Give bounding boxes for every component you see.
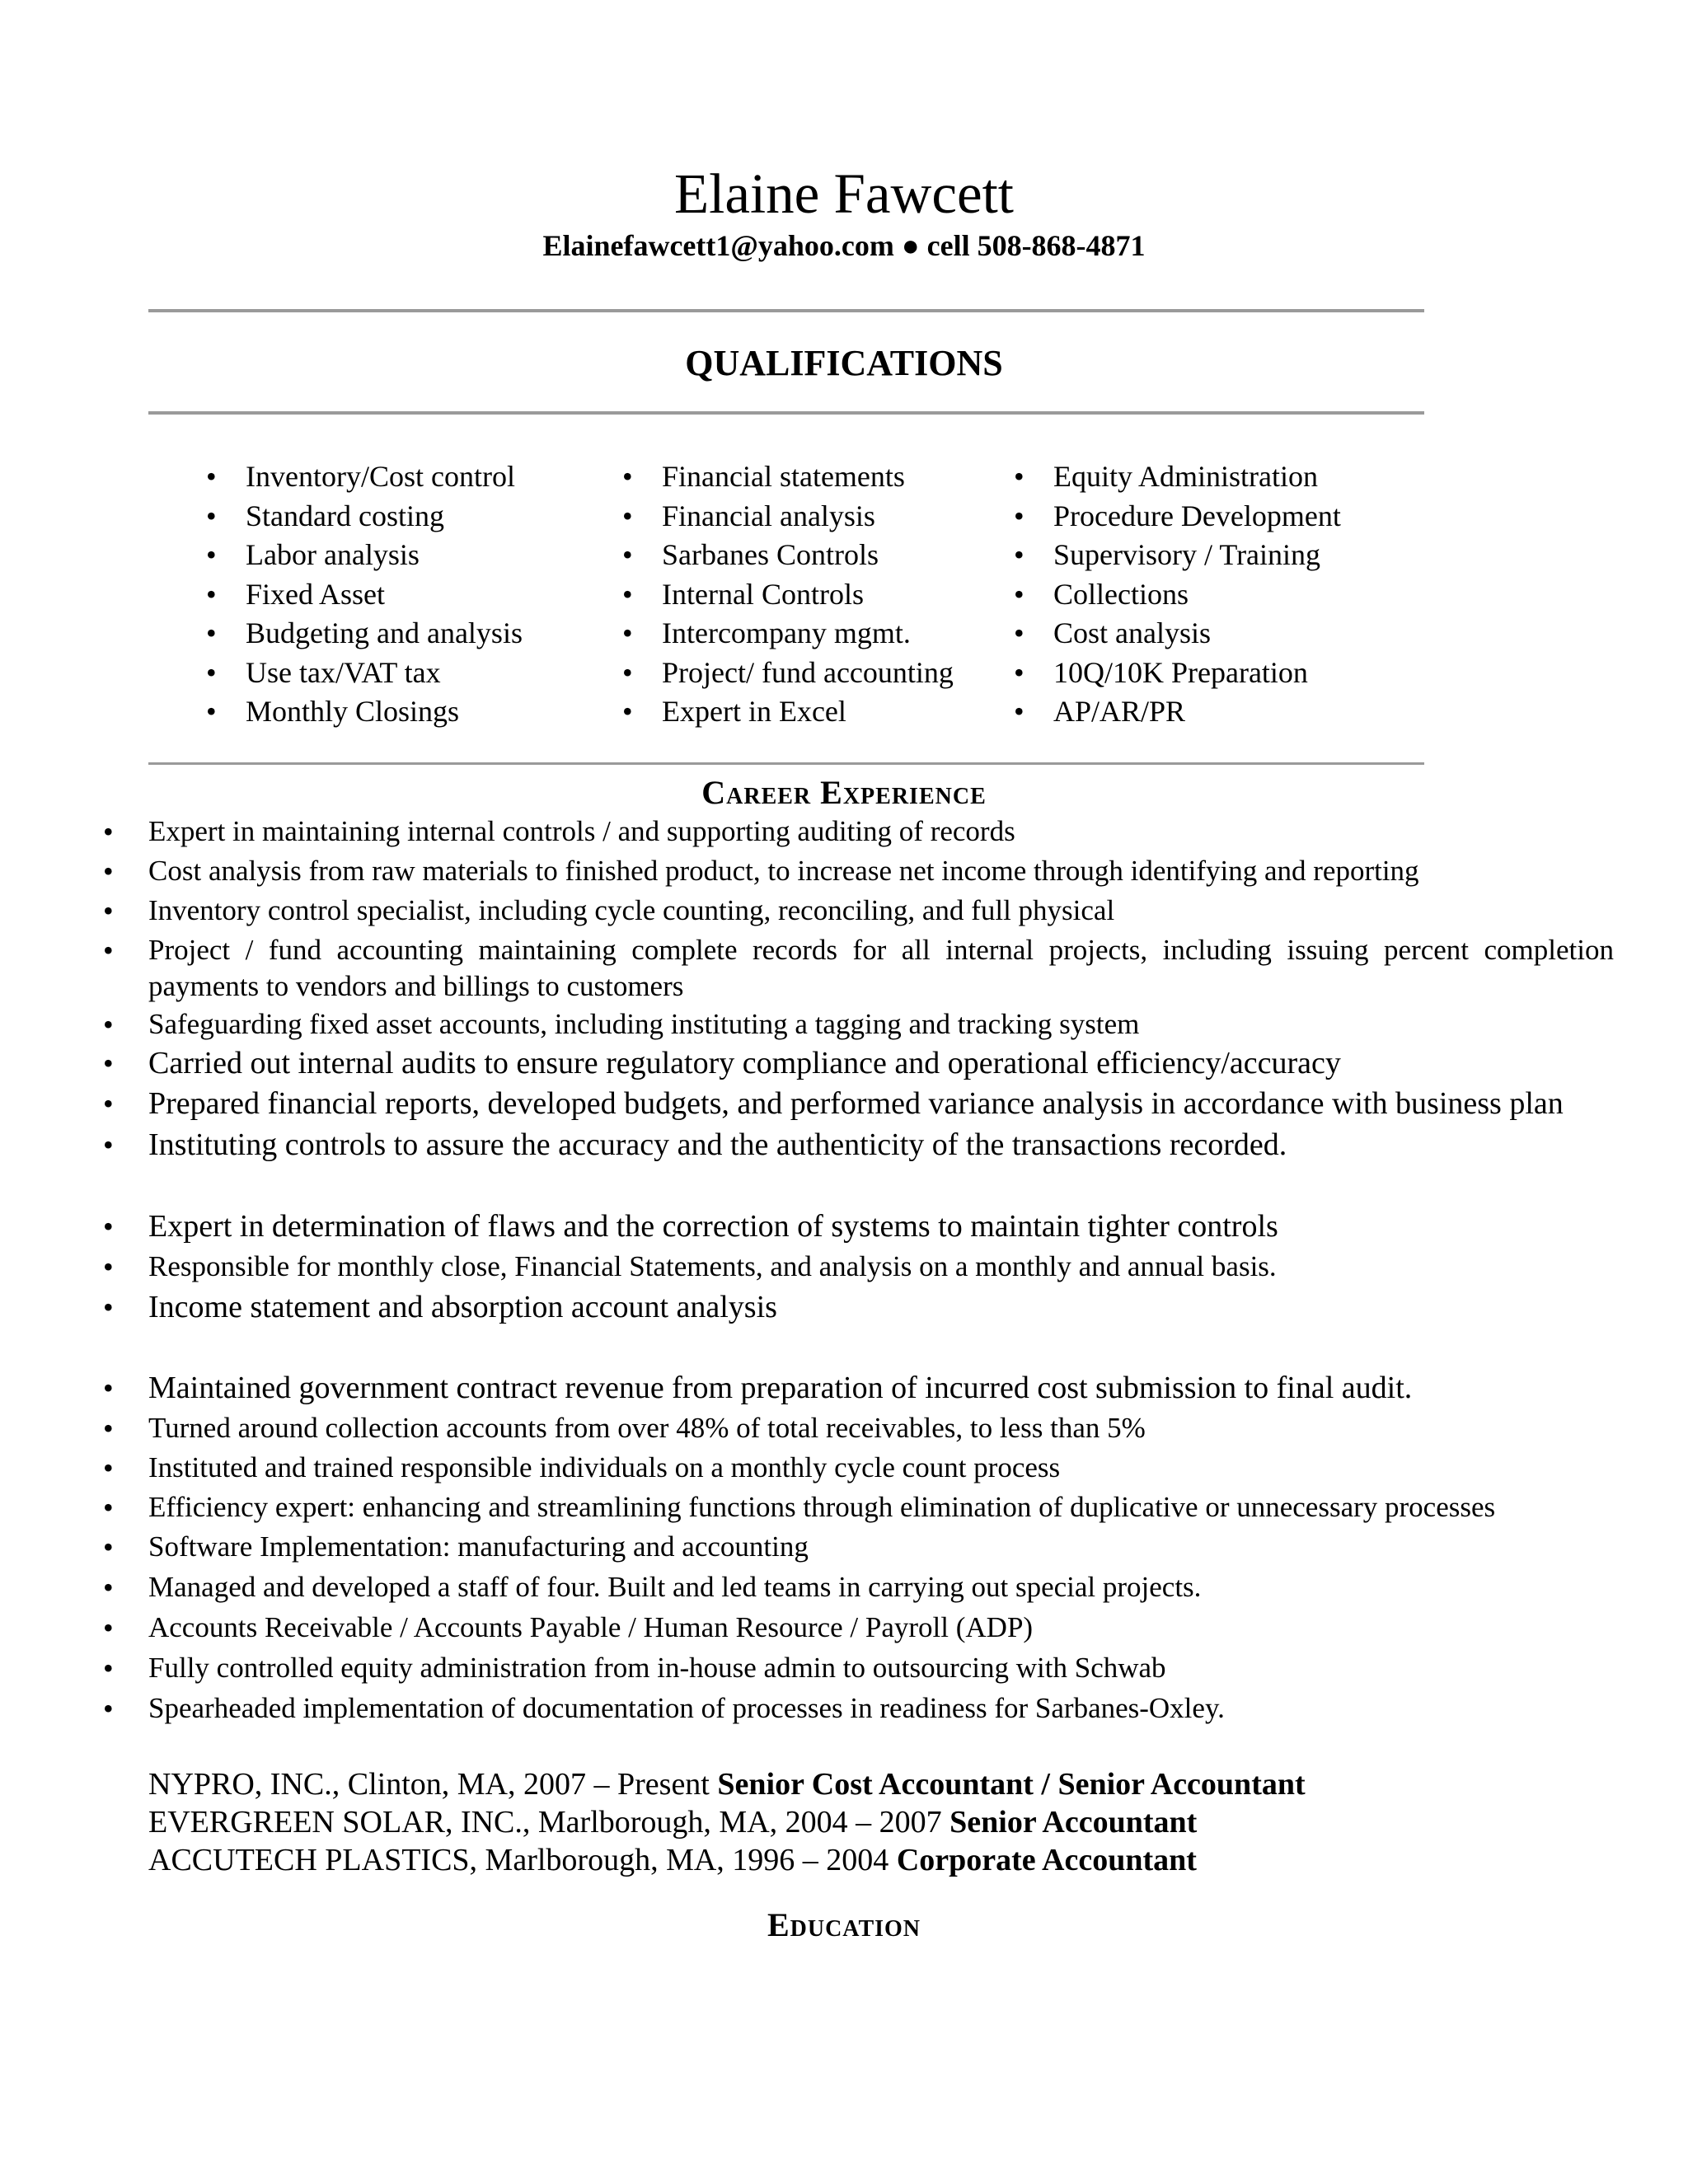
bullet-icon: • bbox=[103, 1571, 114, 1604]
bullet-icon: • bbox=[103, 1087, 114, 1120]
qualification-item: • Procedure Development bbox=[1014, 497, 1341, 537]
qualification-item: • Financial analysis bbox=[622, 497, 954, 537]
experience-item: • Expert in determination of flaws and the correction of systems to maintain tighter controls bbox=[103, 1209, 1278, 1244]
qualification-item: • Monthly Closings bbox=[206, 692, 523, 732]
bullet-icon: • bbox=[103, 1652, 114, 1685]
experience-item: • Carried out internal audits to ensure regulatory compliance and operational efficiency/accuracy bbox=[103, 1046, 1341, 1080]
bullet-icon: • bbox=[103, 1128, 114, 1161]
qualification-item: • Project/ fund accounting bbox=[622, 654, 954, 693]
bullet-icon: • bbox=[103, 1451, 114, 1484]
education-heading: Education bbox=[767, 1906, 921, 1943]
bullet-icon: • bbox=[103, 855, 114, 888]
qualifications-heading: QUALIFICATIONS bbox=[685, 343, 1003, 383]
bullet-icon: • bbox=[103, 1008, 114, 1041]
experience-item: • Managed and developed a staff of four. Built and led teams in carrying out special projects. bbox=[103, 1571, 1202, 1604]
qualification-item: • Use tax/VAT tax bbox=[206, 654, 523, 693]
qualification-item: • 10Q/10K Preparation bbox=[1014, 654, 1341, 693]
divider bbox=[148, 762, 1424, 765]
job-title: Corporate Accountant bbox=[896, 1843, 1197, 1877]
qualification-item: • Budgeting and analysis bbox=[206, 614, 523, 654]
experience-item: • Efficiency expert: enhancing and streamlining functions through elimination of duplicative or unnecessary processes bbox=[103, 1491, 1496, 1524]
experience-item: • Project / fund accounting maintaining complete records for all internal projects, including issuing percent completion payments to vendors and billings to customers bbox=[103, 934, 1614, 1002]
divider bbox=[148, 411, 1424, 415]
experience-item: • Responsible for monthly close, Financial Statements, and analysis on a monthly and annual basis. bbox=[103, 1250, 1277, 1283]
bullet-icon: • bbox=[103, 1412, 114, 1445]
qualifications-column-2 bbox=[622, 457, 954, 732]
qualification-item: • Expert in Excel bbox=[622, 692, 954, 732]
experience-item: • Accounts Receivable / Accounts Payable / Human Resource / Payroll (ADP) bbox=[103, 1611, 1034, 1644]
experience-item: • Instituted and trained responsible individuals on a monthly cycle count process bbox=[103, 1451, 1061, 1484]
bullet-icon: • bbox=[103, 1250, 114, 1283]
experience-item: • Maintained government contract revenue from preparation of incurred cost submission to final audit. bbox=[103, 1371, 1413, 1405]
bullet-icon: • bbox=[103, 815, 114, 848]
experience-item: • Instituting controls to assure the accuracy and the authenticity of the transactions recorded. bbox=[103, 1127, 1287, 1162]
bullet-icon: • bbox=[103, 1047, 114, 1080]
qualification-item: • Fixed Asset bbox=[206, 575, 523, 615]
bullet-icon: • bbox=[103, 894, 114, 927]
divider bbox=[148, 309, 1424, 312]
qualification-item: • Financial statements bbox=[622, 457, 954, 497]
experience-item: • Software Implementation: manufacturing and accounting bbox=[103, 1530, 809, 1563]
job-title: Senior Cost Accountant / Senior Accountant bbox=[717, 1767, 1306, 1802]
qualification-item: • Labor analysis bbox=[206, 536, 523, 575]
job-entry bbox=[148, 1841, 1197, 1879]
bullet-icon: • bbox=[103, 1692, 114, 1725]
bullet-icon: • bbox=[103, 1210, 114, 1243]
qualifications-column-3 bbox=[1014, 457, 1341, 732]
experience-item: • Prepared financial reports, developed budgets, and performed variance analysis in accordance with business plan bbox=[103, 1086, 1564, 1121]
career-experience-heading: Career Experience bbox=[701, 774, 987, 811]
job-company: EVERGREEN SOLAR, INC., Marlborough, MA, 2004 – 2007 bbox=[148, 1805, 950, 1840]
qualification-item: • Equity Administration bbox=[1014, 457, 1341, 497]
job-title: Senior Accountant bbox=[950, 1805, 1198, 1840]
qualification-item: • AP/AR/PR bbox=[1014, 692, 1341, 732]
qualifications-column-1 bbox=[206, 457, 523, 732]
experience-item: • Turned around collection accounts from over 48% of total receivables, to less than 5% bbox=[103, 1412, 1146, 1445]
qualification-item: • Collections bbox=[1014, 575, 1341, 615]
experience-item: • Safeguarding fixed asset accounts, including instituting a tagging and tracking system bbox=[103, 1008, 1140, 1041]
experience-item: • Expert in maintaining internal controls / and supporting auditing of records bbox=[103, 815, 1015, 848]
experience-item: • Income statement and absorption account analysis bbox=[103, 1290, 777, 1324]
bullet-icon: • bbox=[103, 1530, 114, 1563]
bullet-icon: • bbox=[103, 1291, 114, 1324]
experience-item: • Inventory control specialist, including cycle counting, reconciling, and full physical bbox=[103, 894, 1115, 927]
qualification-item: • Supervisory / Training bbox=[1014, 536, 1341, 575]
experience-item: • Fully controlled equity administration from in-house admin to outsourcing with Schwab bbox=[103, 1652, 1166, 1685]
candidate-name: Elaine Fawcett bbox=[674, 162, 1014, 225]
job-company: NYPRO, INC., Clinton, MA, 2007 – Present bbox=[148, 1767, 718, 1802]
experience-item: • Spearheaded implementation of documentation of processes in readiness for Sarbanes-Oxley. bbox=[103, 1692, 1225, 1725]
experience-item: • Cost analysis from raw materials to finished product, to increase net income through identifying and reporting bbox=[103, 855, 1419, 888]
qualification-item: • Sarbanes Controls bbox=[622, 536, 954, 575]
job-company: ACCUTECH PLASTICS, Marlborough, MA, 1996 – 2004 bbox=[148, 1843, 897, 1877]
qualification-item: • Standard costing bbox=[206, 497, 523, 537]
job-entry bbox=[148, 1765, 1306, 1803]
qualification-item: • Internal Controls bbox=[622, 575, 954, 615]
qualification-item: • Inventory/Cost control bbox=[206, 457, 523, 497]
bullet-icon: • bbox=[103, 1611, 114, 1644]
bullet-icon: • bbox=[103, 1491, 114, 1524]
job-entry bbox=[148, 1803, 1197, 1841]
qualification-item: • Cost analysis bbox=[1014, 614, 1341, 654]
contact-line: Elainefawcett1@yahoo.com ● cell 508-868-4871 bbox=[542, 229, 1146, 262]
qualification-item: • Intercompany mgmt. bbox=[622, 614, 954, 654]
bullet-icon: • bbox=[103, 1371, 114, 1404]
bullet-icon: • bbox=[103, 934, 114, 967]
